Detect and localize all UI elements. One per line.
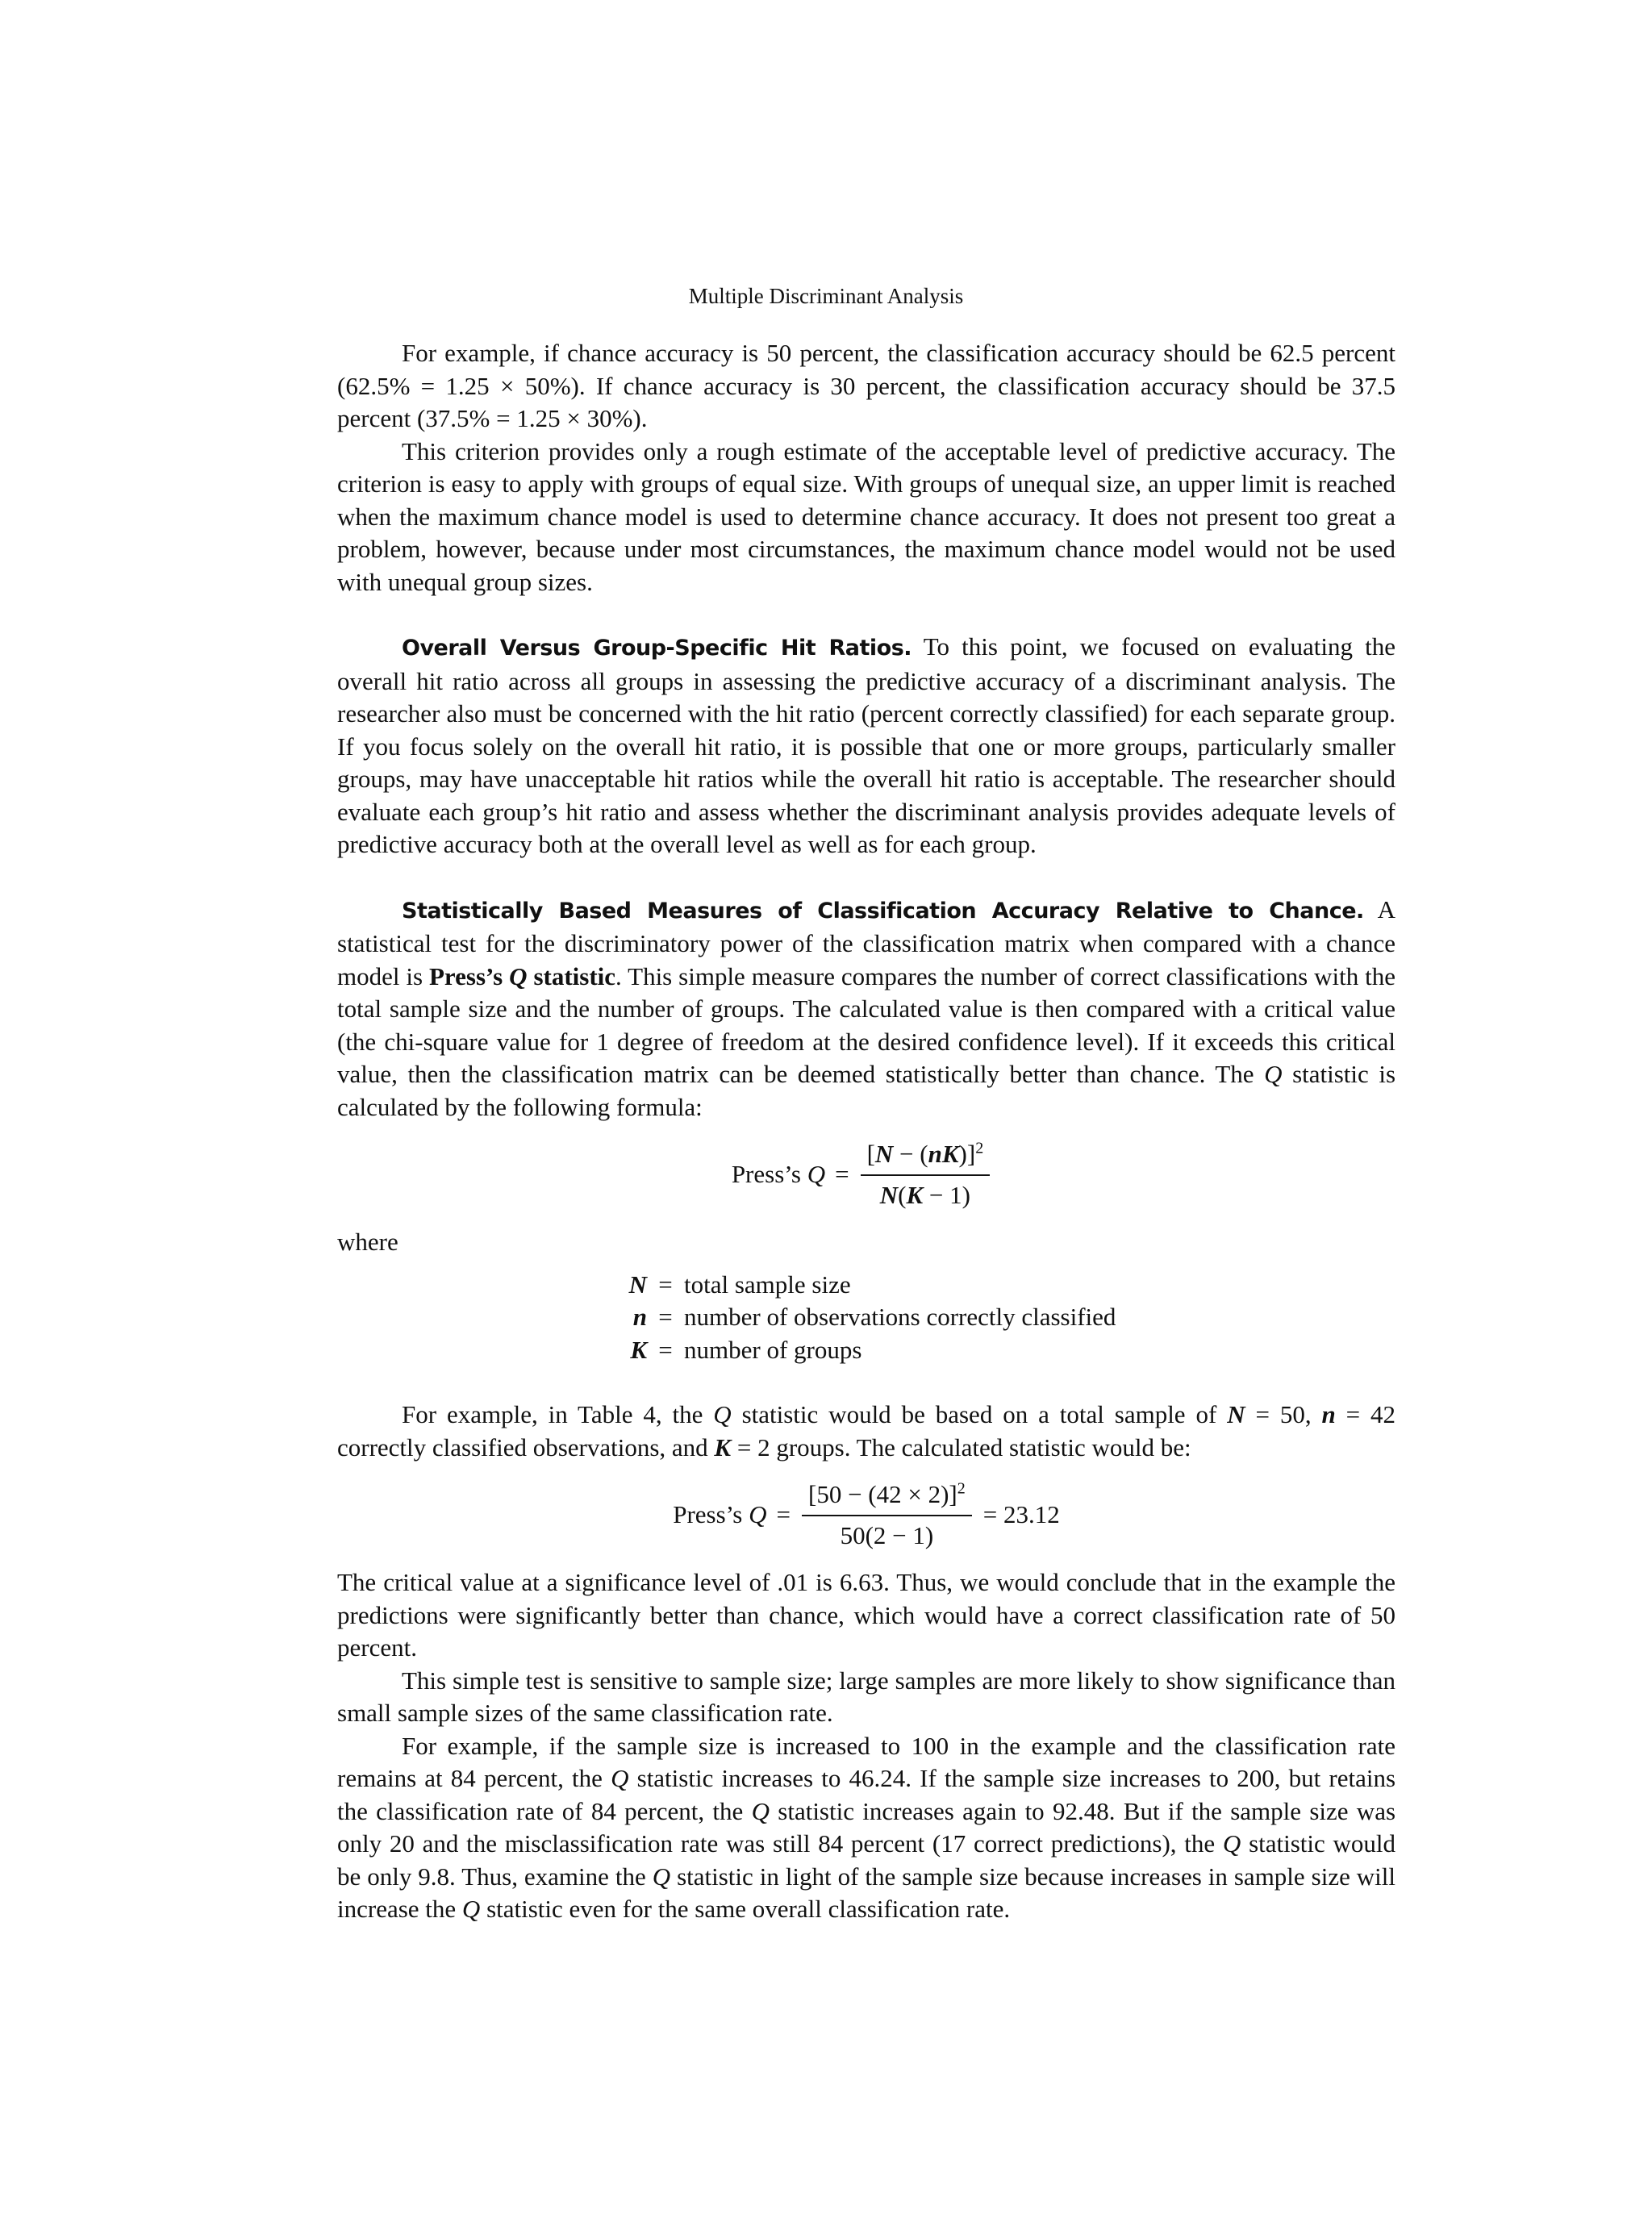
formula-press-q: Press’s Q = $\frac{[N - (nK)]^2}{N(K - 1)}$	[337, 1138, 1395, 1211]
variable-definitions	[611, 1269, 1395, 1367]
term-press-q-statistic: Press’s Q statistic	[428, 961, 616, 990]
section-text-hit-ratios: To this point, we focused on evaluating the overall hit ratio across all groups in assessing the predictive accuracy of a discriminant analysis. The researcher also must be concerned with the hit ratio (percent correctly classified) for each separate group. If you focus solely on the overall hit ratio, it is possible that one or more groups, particularly smaller groups, may have unacceptable hit ratios while the overall hit ratio is acceptable. The researcher should evaluate each group’s hit ratio and assess whether the discriminant analysis provides adequate levels of predictive accuracy both at the overall level as well as for each group.	[337, 632, 1395, 858]
paragraph-critical-value: The critical value at a significance level of .01 is 6.63. Thus, we would conclude that in the example the predictions were significantly better than chance, which would have a correct classification rate of 50 percent.	[337, 1568, 1395, 1662]
paragraph-table-example: For example, in Table 4, the Q statistic would be based on a total sample of N = 50, n = 42 correctly classified observations, and K = 2 groups. The calculated statistic would be:	[337, 1400, 1396, 1462]
paragraph-chance-accuracy-example: For example, if chance accuracy is 50 percent, the classification accuracy should be 62.5 percent (62.5% = 1.25 × 50%). If chance accuracy is 30 percent, the classification accuracy should be 37.5 percent (37.5% = 1.25 × 30%).	[337, 339, 1395, 432]
section-heading-hit-ratios: Overall Versus Group-Specific Hit Ratios.	[402, 636, 912, 661]
formula-press-q-denominator: N(K − 1)	[879, 1180, 970, 1209]
paragraph-sample-size-example: For example, if the sample size is increased to 100 in the example and the classification rate remains at 84 percent, the Q statistic increases to 46.24. If the sample size increases to 200, but retains the classification rate of 84 percent, the Q statistic increases again to 92.48. But if the sample size was only 20 and the misclassification rate was still 84 percent (17 correct predictions), the Q statistic would be only 9.8. Thus, examine the Q statistic in light of the sample size because increases in sample size will increase the Q statistic even for the same overall classification rate.	[337, 1731, 1396, 1923]
paragraph-sample-size-sensitivity: This simple test is sensitive to sample size; large samples are more likely to show significance than small sample sizes of the same classification rate.	[337, 1666, 1395, 1727]
definition-row: n = number of observations correctly classified	[632, 1303, 1116, 1331]
body-text	[337, 337, 1395, 1926]
section-group-specific-hit-ratios	[337, 631, 1395, 861]
formula-calculation-denominator: 50(2 − 1)	[840, 1520, 934, 1549]
formula-result: 23.12	[1003, 1500, 1060, 1529]
formula-press-q-fraction	[861, 1138, 991, 1211]
definition-row: K = number of groups	[630, 1335, 862, 1364]
section-press-q: Statistically Based Measures of Classification Accuracy Relative to Chance. A statistical test for the discriminatory power of the classification matrix when compared with a chance model is Press’s Q statistic. This simple measure compares the number of correct classifications with the total sample size and the number of groups. The calculated value is then compared with a critical value (the chi-square value for 1 degree of freedom at the desired confidence level). If it exceeds this critical value, then the classification matrix can be deemed statistically better than chance. The Q statistic is calculated by the following formula:	[337, 894, 1396, 1121]
formula-press-q-calculation: Press’s Q = $\frac{[50 - (42 \times 2)]^2}{50(2 - 1)}$ = 23.12	[337, 1478, 1395, 1552]
section-heading-classification-accuracy: Statistically Based Measures of Classification Accuracy Relative to Chance.	[402, 898, 1364, 924]
formula-calculation-numerator: $[50 - (42 \times 2)]^2$	[802, 1478, 972, 1516]
paragraph-criterion: This criterion provides only a rough estimate of the acceptable level of predictive accuracy. The criterion is easy to apply with groups of equal size. With groups of unequal size, an upper limit is reached when the maximum chance model is used to determine chance accuracy. It does not present too great a problem, however, because under most circumstances, the maximum chance model would not be used with unequal group sizes.	[337, 436, 1395, 596]
definition-row: N = total sample size	[628, 1270, 851, 1299]
formula-calculation-fraction	[802, 1478, 972, 1552]
formula-press-q-numerator: $[N - (nK)]^2$	[861, 1138, 991, 1176]
where-label: where	[337, 1228, 398, 1256]
running-head: Multiple Discriminant Analysis	[688, 284, 964, 308]
